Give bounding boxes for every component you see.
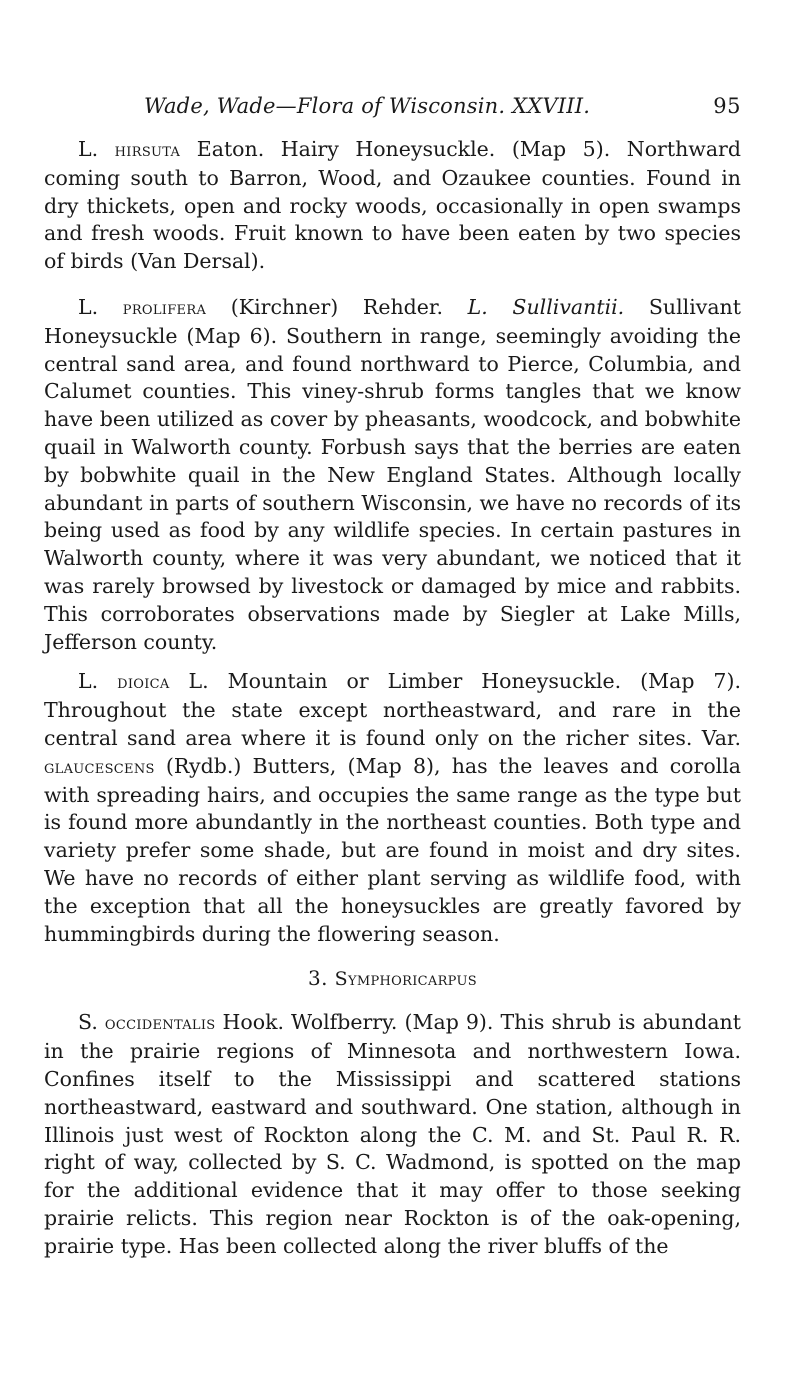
running-head (44, 86, 741, 126)
synonym-name: L. Sullivantii. (467, 294, 625, 319)
paragraph-occidentalis (44, 1009, 741, 1260)
page (44, 86, 741, 1272)
paragraph-hirsuta (44, 136, 741, 276)
genus-abbrev: L. (78, 294, 123, 319)
paragraph-text: L. Mountain or Limber Honeysuckle. (Map 7). Throughout the state except northeastward, and rare in the central sand area where it is found only on the richer sites. Var. (44, 669, 741, 750)
paragraph-prolifera (44, 294, 741, 656)
paragraph-text: Hook. Wolfberry. (Map 9). This shrub is abundant in the prairie regions of Minnesota and northwestern Iowa. Confines itself to the Mississippi and scattered stations northeastward, eastward and southward. One station, although in Illinois just west of Rockton along the C. M. and St. Paul R. R. right of way, collected by S. C. Wadmond, is spotted on the map for the additional evidence that it may offer to those seeking prairie relicts. This region near Rockton is of the oak-opening, prairie type. Has been collected along the river bluffs of the (44, 1010, 741, 1258)
variety-name: glaucescens (44, 755, 155, 778)
species-name: dioica (117, 671, 170, 694)
genus-abbrev: L. (78, 669, 118, 694)
running-title: Wade, Wade—Flora of Wisconsin. XXVIII. (144, 94, 591, 118)
species-name: hirsuta (114, 139, 181, 161)
genus-abbrev: L. (78, 137, 115, 161)
species-name: occidentalis (104, 1012, 216, 1035)
species-name: prolifera (122, 296, 207, 319)
paragraph-text: Eaton. Hairy Honeysuckle. (Map 5). Northward coming south to Barron, Wood, and Ozaukee counties. Found in dry thickets, open and rocky woods, occasionally in open swamps and fresh woods. Fruit known to have been eaten by two species of birds (Van Dersal). (44, 137, 741, 274)
paragraph-text: (Kirchner) Rehder. (206, 294, 468, 319)
paragraph-text: Sullivant Honeysuckle (Map 6). Southern in range, seemingly avoiding the central sand area, and found northward to Pierce, Columbia, and Calumet counties. This viney-shrub forms tangles that we know have been utilized as cover by pheasants, woodcock, and bobwhite quail in Walworth county. Forbush says that the berries are eaten by bobwhite quail in the New England States. Although locally abundant in parts of southern Wisconsin, we have no records of its being used as food by any wildlife species. In certain pastures in Walworth county, where it was very abundant, we noticed that it was rarely browsed by livestock or damaged by mice and rabbits. This corroborates observations made by Siegler at Lake Mills, Jefferson county. (44, 294, 742, 654)
section-heading (44, 964, 741, 993)
paragraph-text: (Rydb.) Butters, (Map 8), has the leaves and corolla with spreading hairs, and occupies the same range as the type but is found more abundantly in the northeast counties. Both type and variety prefer some shade, but are found in moist and dry sites. We have no records of either plant serving as wildlife food, with the exception that all the honeysuckles are greatly favored by hummingbirds during the flowering season. (44, 753, 741, 946)
genus-abbrev: S. (78, 1010, 105, 1035)
section-number: 3. (308, 966, 335, 991)
section-title: Symphoricarpus (334, 968, 477, 991)
paragraph-dioica (44, 668, 741, 948)
page-number: 95 (713, 94, 741, 118)
